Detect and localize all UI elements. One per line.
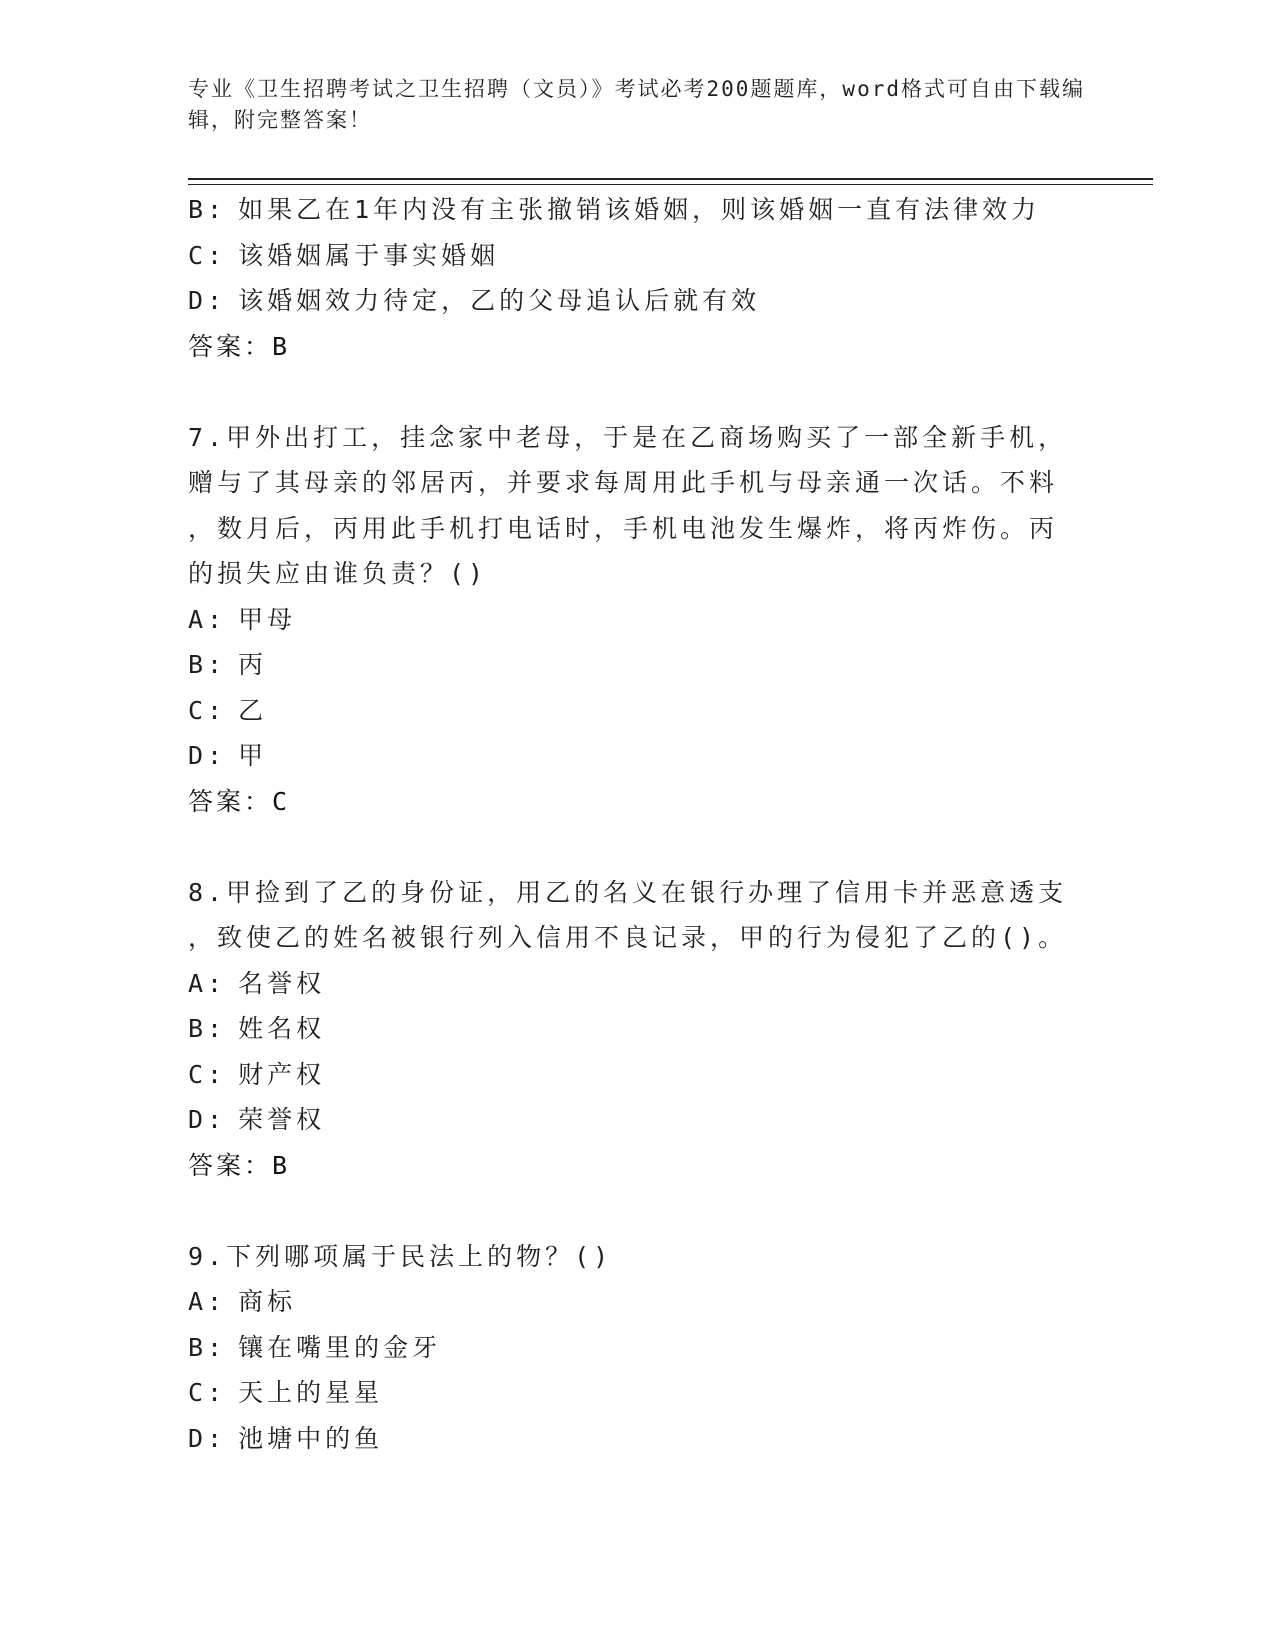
option-b <box>188 1325 1068 1371</box>
option-text: 丙 <box>238 650 268 679</box>
option-text: 该婚姻属于事实婚姻 <box>238 240 500 270</box>
option-key: C: <box>188 240 227 270</box>
option-text: 镶在嘴里的金牙 <box>238 1332 442 1362</box>
option-d <box>188 1097 1068 1143</box>
answer-value: B <box>272 1150 291 1180</box>
option-b <box>188 1006 1068 1052</box>
option-c <box>188 233 1068 279</box>
answer-label: 答案： <box>188 331 273 361</box>
option-a <box>188 597 1068 643</box>
option-key: A: <box>188 604 227 634</box>
option-text: 天上的星星 <box>238 1378 384 1407</box>
option-text: 乙 <box>238 695 268 725</box>
option-c <box>188 1052 1068 1098</box>
answer-value: C <box>272 786 291 816</box>
header-rule-thick <box>188 178 1153 180</box>
answer-label: 答案： <box>188 1150 273 1180</box>
option-text: 如果乙在1年内没有主张撤销该婚姻，则该婚姻一直有法律效力 <box>238 195 1041 224</box>
question-6-options <box>188 187 1068 369</box>
option-text: 甲 <box>238 741 268 770</box>
option-text: 该婚姻效力待定，乙的父母追认后就有效 <box>238 286 761 315</box>
option-text: 姓名权 <box>238 1014 326 1043</box>
option-key: D: <box>188 286 227 315</box>
option-d <box>188 733 1068 779</box>
option-key: A: <box>188 968 227 998</box>
option-d <box>188 1416 1068 1462</box>
option-a <box>188 1279 1068 1325</box>
question-text-line: 的损失应由谁负责？() <box>188 559 488 588</box>
option-key: B: <box>188 650 227 679</box>
option-c <box>188 688 1068 734</box>
answer-label: 答案： <box>188 786 273 816</box>
question-8-answer <box>188 1143 1068 1189</box>
option-text: 财产权 <box>238 1059 326 1089</box>
option-text: 池塘中的鱼 <box>238 1423 384 1453</box>
question-text-line: 7.甲外出打工，挂念家中老母，于是在乙商场购买了一部全新手机， <box>188 422 1068 452</box>
question-9 <box>188 1234 1068 1462</box>
option-key: D: <box>188 1105 227 1134</box>
option-key: A: <box>188 1287 227 1316</box>
option-text: 甲母 <box>238 604 297 634</box>
answer-value: B <box>272 331 291 361</box>
question-text-line: 9.下列哪项属于民法上的物？() <box>188 1241 613 1271</box>
option-d <box>188 278 1068 324</box>
question-text-line: ，致使乙的姓名被银行列入信用不良记录，甲的行为侵犯了乙的()。 <box>188 923 1068 952</box>
question-text-line: 赠与了其母亲的邻居丙，并要求每周用此手机与母亲通一次话。不料 <box>188 468 1059 497</box>
option-c <box>188 1370 1068 1416</box>
spacer <box>188 1188 1068 1234</box>
option-b <box>188 187 1068 233</box>
question-6-answer <box>188 324 1068 370</box>
document-header: 专业《卫生招聘考试之卫生招聘（文员）》考试必考200题题库，word格式可自由下载编辑，附完整答案！ <box>188 77 1085 132</box>
question-7-answer <box>188 779 1068 825</box>
question-8 <box>188 870 1068 1189</box>
option-text: 商标 <box>238 1287 297 1316</box>
option-a <box>188 961 1068 1007</box>
question-text-line: 8.甲捡到了乙的身份证，用乙的名义在银行办理了信用卡并恶意透支 <box>188 877 1068 907</box>
spacer <box>188 369 1068 415</box>
question-content <box>188 187 1068 1461</box>
option-key: C: <box>188 695 227 725</box>
question-text-line: ，数月后，丙用此手机打电话时，手机电池发生爆炸，将丙炸伤。丙 <box>188 513 1059 543</box>
option-key: C: <box>188 1378 227 1407</box>
spacer <box>188 824 1068 870</box>
option-b <box>188 642 1068 688</box>
header-rule-thin <box>188 184 1153 185</box>
option-text: 荣誉权 <box>238 1105 326 1134</box>
option-key: D: <box>188 1423 227 1453</box>
option-key: D: <box>188 741 227 770</box>
option-text: 名誉权 <box>238 968 326 998</box>
question-7 <box>188 415 1068 825</box>
option-key: B: <box>188 1014 227 1043</box>
option-key: C: <box>188 1059 227 1089</box>
option-key: B: <box>188 195 227 224</box>
option-key: B: <box>188 1332 227 1362</box>
